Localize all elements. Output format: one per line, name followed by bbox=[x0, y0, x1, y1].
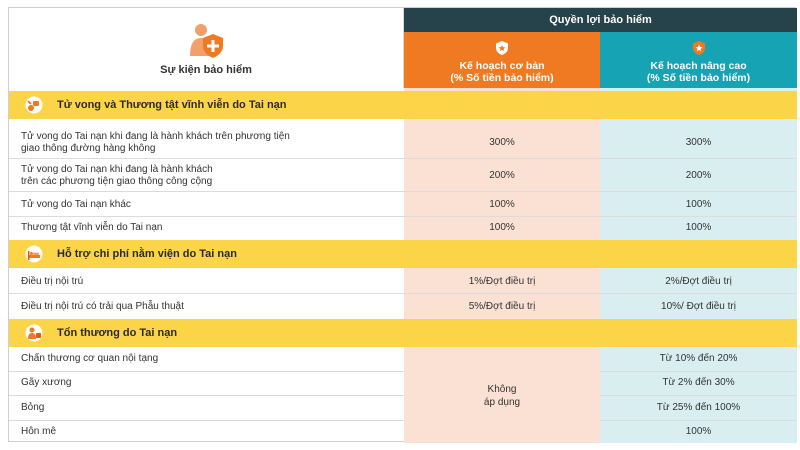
row-divider bbox=[9, 158, 797, 159]
row-label bbox=[21, 164, 401, 188]
not-applicable-line: Không bbox=[487, 384, 517, 395]
basic-value: 100% bbox=[489, 199, 515, 210]
row-divider bbox=[9, 395, 404, 396]
basic-value: 5%/Đợt điều trị bbox=[468, 301, 536, 312]
advanced-value: 300% bbox=[685, 137, 712, 148]
row-divider bbox=[600, 420, 797, 421]
row-divider bbox=[9, 293, 797, 294]
row-label: Điều trị nội trú bbox=[21, 276, 84, 287]
row-label-line: trên các phương tiện giao thông công cộng bbox=[21, 176, 213, 187]
advanced-value: 2%/Đợt điều trị bbox=[665, 276, 732, 287]
advanced-value: Từ 2% đến 30% bbox=[662, 377, 735, 388]
badge-star-icon bbox=[494, 40, 510, 56]
benefits-header: Quyền lợi bảo hiểm bbox=[404, 8, 797, 32]
row-label-line: Tử vong do Tai nạn khi đang là hành khách bbox=[21, 164, 213, 175]
row-divider bbox=[600, 371, 797, 372]
section-title: Tổn thương do Tai nạn bbox=[57, 327, 178, 339]
row-label-line: Tử vong do Tai nạn khi đang là hành khách trên phương tiện bbox=[21, 131, 290, 142]
advanced-value: Từ 10% đến 20% bbox=[659, 353, 738, 364]
basic-value: 1%/Đợt điều trị bbox=[468, 276, 536, 287]
row-label: Điều trị nội trú có trải qua Phẫu thuật bbox=[21, 301, 184, 312]
row-label: Chấn thương cơ quan nội tạng bbox=[21, 353, 159, 364]
badge-crest-icon bbox=[691, 40, 707, 56]
advanced-value: 200% bbox=[685, 170, 712, 181]
insurance-benefits-table bbox=[8, 7, 796, 442]
basic-plan-subtitle: (% Số tiền bảo hiểm) bbox=[450, 72, 554, 84]
advanced-value: 100% bbox=[685, 199, 712, 210]
section-accident-death bbox=[9, 91, 797, 119]
advanced-value: Từ 25% đến 100% bbox=[656, 402, 741, 413]
row-divider bbox=[600, 395, 797, 396]
row-divider bbox=[9, 371, 404, 372]
basic-value: 100% bbox=[489, 222, 515, 233]
row-label: Tử vong do Tai nạn khác bbox=[21, 199, 131, 210]
section-title: Hỗ trợ chi phí nằm viện do Tai nạn bbox=[57, 248, 237, 260]
hospital-bed-icon bbox=[25, 245, 43, 263]
row-label: Gãy xương bbox=[21, 377, 72, 388]
row-label: Bỏng bbox=[21, 402, 45, 413]
not-applicable-cell bbox=[404, 383, 600, 409]
basic-value: 300% bbox=[489, 137, 515, 148]
row-label: Thương tật vĩnh viễn do Tai nạn bbox=[21, 222, 163, 233]
advanced-plan-subtitle: (% Số tiền bảo hiểm) bbox=[646, 72, 751, 84]
section-injury bbox=[9, 319, 797, 347]
advanced-value: 10%/ Đợt điều trị bbox=[661, 301, 736, 312]
basic-plan-title: Kế hoạch cơ bản bbox=[459, 60, 545, 72]
row-divider bbox=[9, 216, 797, 217]
row-divider bbox=[9, 191, 797, 192]
advanced-plan-title: Kế hoạch nâng cao bbox=[650, 60, 747, 72]
person-shield-icon bbox=[189, 22, 223, 58]
row-label-line: giao thông đường hàng không bbox=[21, 143, 156, 154]
advanced-value: 100% bbox=[685, 426, 712, 437]
row-label: Hôn mê bbox=[21, 426, 57, 437]
event-header bbox=[9, 8, 404, 88]
section-hospitalization bbox=[9, 240, 797, 268]
row-divider bbox=[9, 420, 404, 421]
basic-plan-header bbox=[404, 32, 600, 88]
advanced-plan-header bbox=[600, 32, 797, 88]
section-title: Tử vong và Thương tật vĩnh viễn do Tai nạn bbox=[57, 99, 287, 111]
basic-value: 200% bbox=[489, 170, 515, 181]
injury-icon bbox=[25, 324, 43, 342]
row-label bbox=[21, 131, 401, 155]
accident-icon bbox=[25, 96, 43, 114]
advanced-value: 100% bbox=[685, 222, 712, 233]
not-applicable-line: áp dụng bbox=[483, 397, 521, 408]
event-header-label: Sự kiện bảo hiểm bbox=[160, 64, 252, 76]
